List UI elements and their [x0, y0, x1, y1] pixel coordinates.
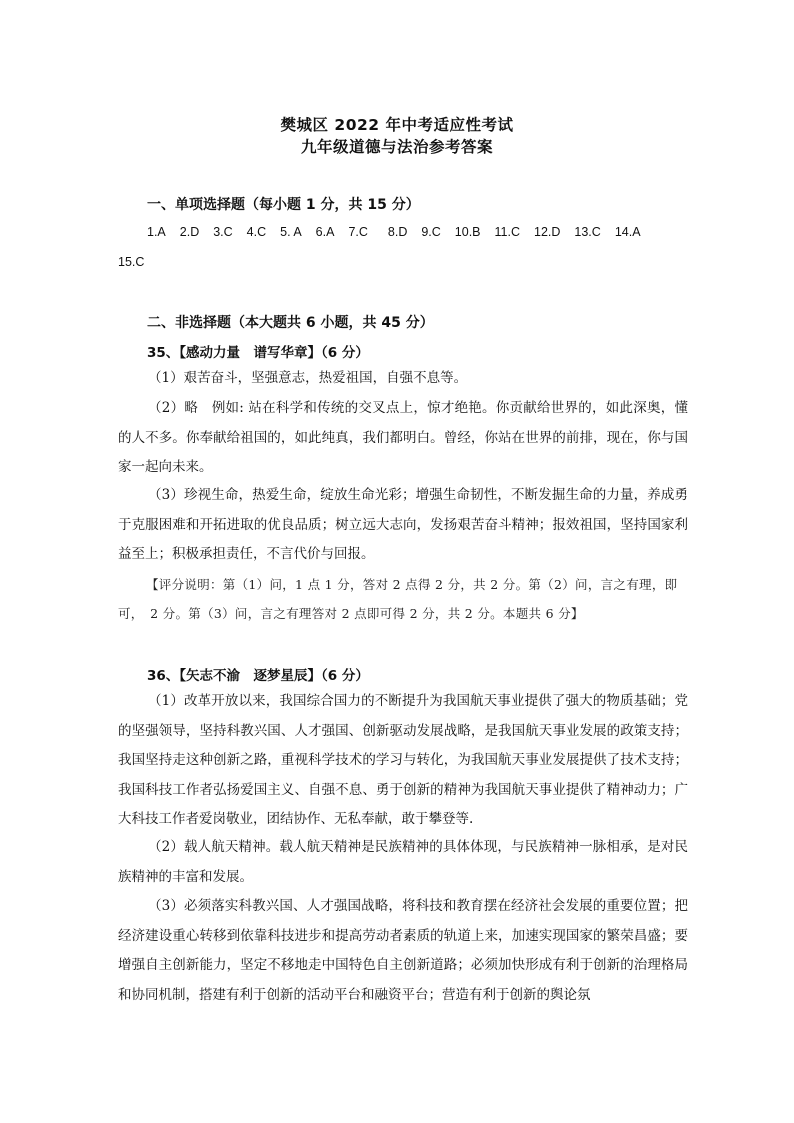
q35-answer-1: （1）艰苦奋斗，坚强意志，热爱祖国，自强不息等。 [148, 370, 468, 386]
answer-item: 3.C [213, 225, 233, 239]
q35-scoring-note: 【评分说明：第（1）问，1 点 1 分，答对 2 点得 2 分，共 2 分。第（2）问，言之有理，即可， 2 分。第（3）问，言之有理答对 2 点即可得 2 分，共 2 分。本题共 6 分】 [118, 577, 678, 621]
answer-item: 4.C [246, 225, 267, 239]
document-subtitle: 九年级道德与法治参考答案 [300, 138, 493, 156]
section1-heading: 一、单项选择题（每小题 1 分，共 15 分） [147, 197, 420, 213]
answer-item: 1.A [147, 225, 166, 239]
answer-item-last: 15.C [118, 255, 145, 269]
answer-item: 10.B [454, 225, 481, 239]
answer-item: 14.A [614, 225, 641, 239]
q36-answer-1: （1）改革开放以来，我国综合国力的不断提升为我国航天事业提供了强大的物质基础；党的坚强领导，坚持科教兴国、人才强国、创新驱动发展战略，是我国航天事业发展的政策支持；我国坚持走这种创新之路，重视科学技术的学习与转化，为我国航天事业发展提供了技术支持；我国科技工作者弘扬爱国主义、自强不息、勇于创新的精神为我国航天事业提供了精神动力；广大科技工作者爱岗敬业，团结协作、无私奉献，敢于攀登等. [118, 693, 688, 827]
q36-answer-2: （2）载人航天精神。载人航天精神是民族精神的具体体现，与民族精神一脉相承，是对民族精神的丰富和发展。 [118, 839, 688, 885]
q36-answer-3: （3）必须落实科教兴国、人才强国战略，将科技和教育摆在经济社会发展的重要位置；把经济建设重心转移到依靠科技进步和提高劳动者素质的轨道上来，加速实现国家的繁荣昌盛；要增强自主创新能力，坚定不移地走中国特色自主创新道路；必须加快形成有利于创新的治理格局和协同机制，搭建有利于创新的活动平台和融资平台；营造有利于创新的舆论氛 [118, 898, 688, 1003]
answer-item: 11.C [494, 225, 520, 239]
q35-answer-2: （2）略 例如: 站在科学和传统的交叉点上，惊才绝艳。你贡献给世界的，如此深奥，懂的人不多。你奉献给祖国的，如此纯真，我们都明白。曾经，你站在世界的前排，现在，你与国家一起向未来。 [118, 400, 688, 475]
answer-item: 5. A [280, 225, 302, 239]
answer-item: 7.C [348, 225, 368, 239]
answer-item: 12.D [534, 225, 561, 239]
q36-heading: 36、【矢志不渝 逐梦星辰】（6 分） [147, 668, 369, 684]
answer-item: 6.A [315, 225, 335, 239]
answer-item: 8.D [387, 225, 408, 239]
document-title: 樊城区 2022 年中考适应性考试 [280, 116, 514, 134]
answer-item: 13.C [574, 225, 601, 239]
section2-heading: 二、非选择题（本大题共 6 小题，共 45 分） [147, 315, 434, 331]
q35-heading: 35、【感动力量 谱写华章】（6 分） [147, 345, 369, 361]
answer-item: 9.C [421, 225, 441, 239]
answer-item: 2.D [179, 225, 200, 239]
q35-answer-3: （3）珍视生命，热爱生命，绽放生命光彩；增强生命韧性，不断发掘生命的力量，养成勇于克服困难和开拓进取的优良品质；树立远大志向，发扬艰苦奋斗精神；报效祖国，坚持国家利益至上；积极承担责任，不言代价与回报。 [118, 487, 688, 562]
choice-answer-list [147, 225, 641, 239]
